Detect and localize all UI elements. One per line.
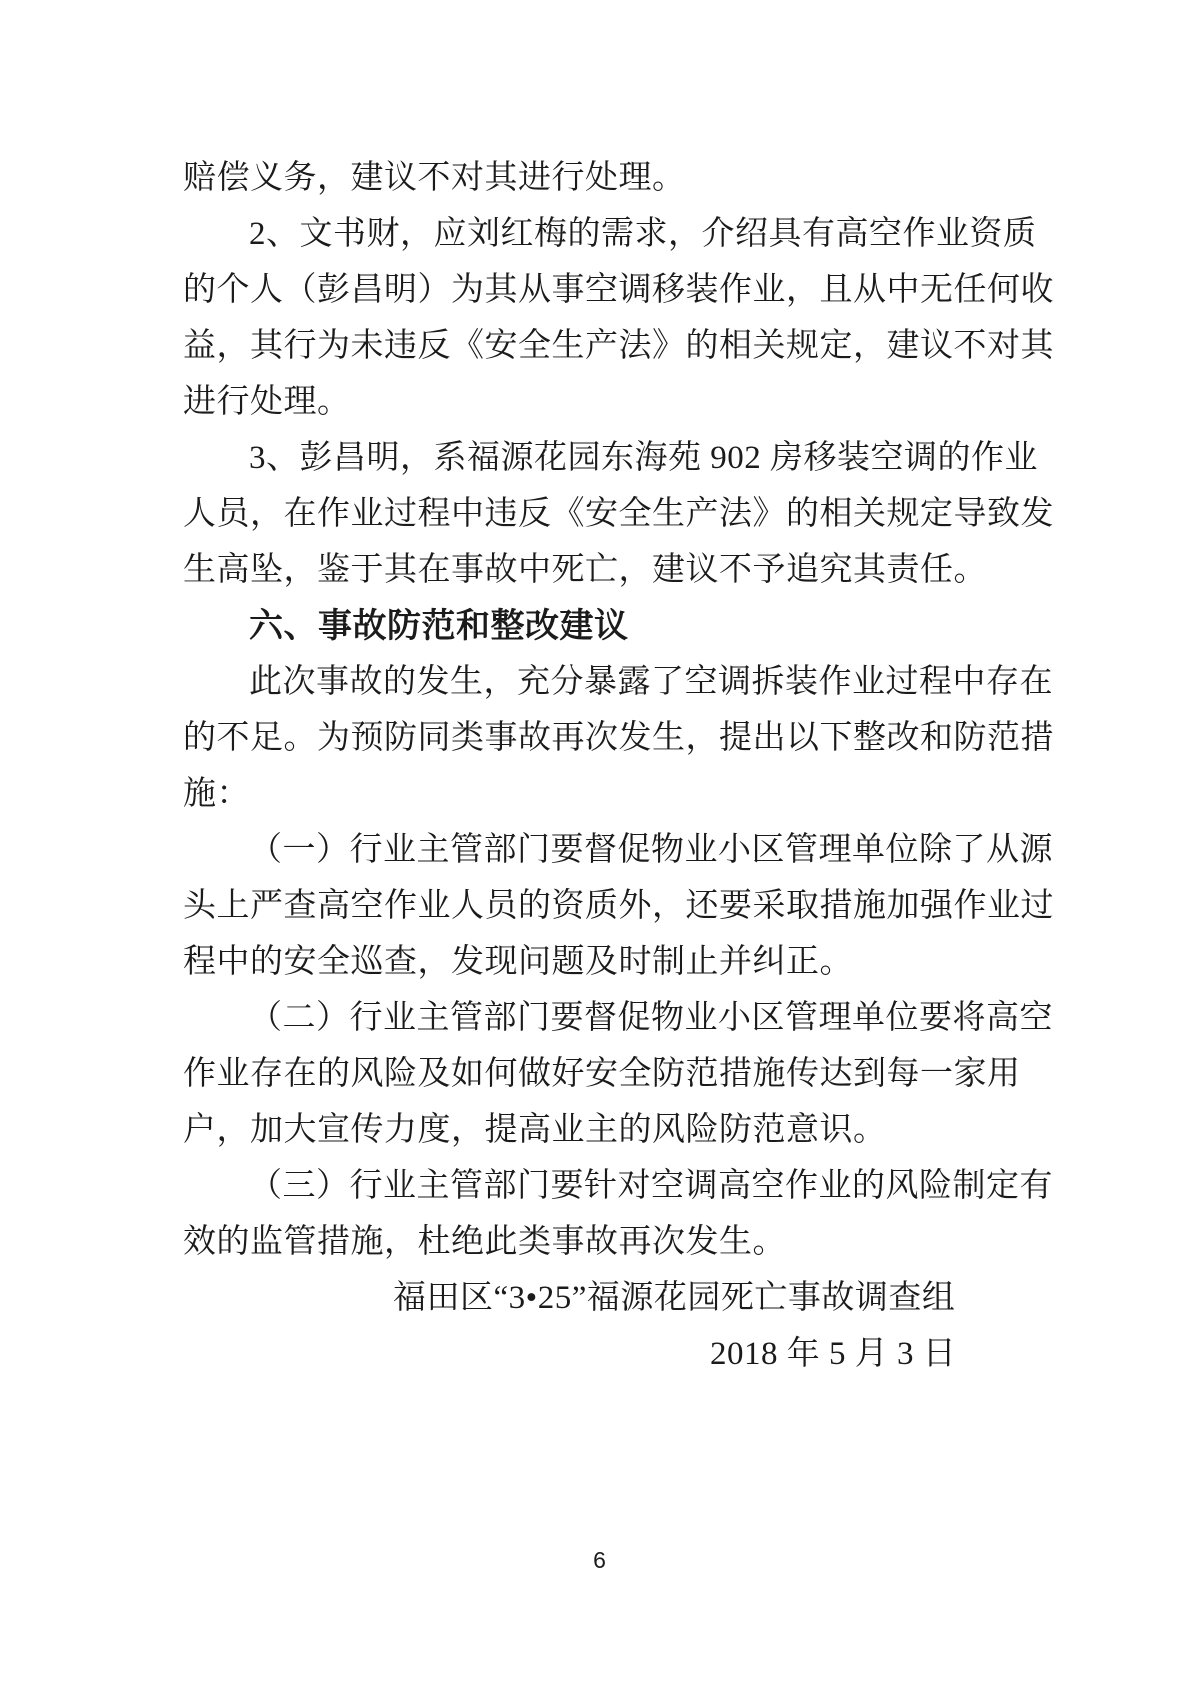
paragraph-line: 施： — [183, 776, 250, 812]
paragraph-line: 益，其行为未违反《安全生产法》的相关规定，建议不对其 — [183, 328, 1054, 364]
paragraph-line: 的个人（彭昌明）为其从事空调移装作业，且从中无任何收 — [183, 272, 1054, 308]
paragraph-line: 人员，在作业过程中违反《安全生产法》的相关规定导致发 — [183, 496, 1054, 532]
signature-line: 福田区“3•25”福源花园死亡事故调查组 — [393, 1280, 956, 1316]
paragraph-line: 进行处理。 — [183, 384, 351, 420]
document-body — [183, 150, 1063, 1382]
paragraph-line: 的不足。为预防同类事故再次发生，提出以下整改和防范措 — [183, 720, 1054, 756]
paragraph-line: （一）行业主管部门要督促物业小区管理单位除了从源 — [249, 832, 1053, 868]
paragraph-line: （三）行业主管部门要针对空调高空作业的风险制定有 — [249, 1168, 1053, 1204]
page-number: 6 — [593, 1547, 606, 1573]
paragraph-line: （二）行业主管部门要督促物业小区管理单位要将高空 — [249, 1000, 1053, 1036]
paragraph-line: 作业存在的风险及如何做好安全防范措施传达到每一家用 — [183, 1056, 1021, 1092]
paragraph-line: 头上严查高空作业人员的资质外，还要采取措施加强作业过 — [183, 888, 1054, 924]
paragraph-line: 3、彭昌明，系福源花园东海苑 902 房移装空调的作业 — [249, 440, 1038, 476]
section-heading: 六、事故防范和整改建议 — [249, 607, 629, 645]
paragraph-line: 此次事故的发生，充分暴露了空调拆装作业过程中存在 — [249, 664, 1053, 700]
date-line: 2018 年 5 月 3 日 — [710, 1336, 957, 1372]
paragraph-line: 程中的安全巡查，发现问题及时制止并纠正。 — [183, 944, 853, 980]
paragraph-line: 户，加大宣传力度，提高业主的风险防范意识。 — [183, 1112, 887, 1148]
paragraph-line: 效的监管措施，杜绝此类事故再次发生。 — [183, 1224, 786, 1260]
paragraph-line: 2、文书财，应刘红梅的需求，介绍具有高空作业资质 — [249, 216, 1037, 252]
paragraph-line: 生高坠，鉴于其在事故中死亡，建议不予追究其责任。 — [183, 552, 987, 588]
paragraph-line: 赔偿义务，建议不对其进行处理。 — [183, 160, 686, 196]
